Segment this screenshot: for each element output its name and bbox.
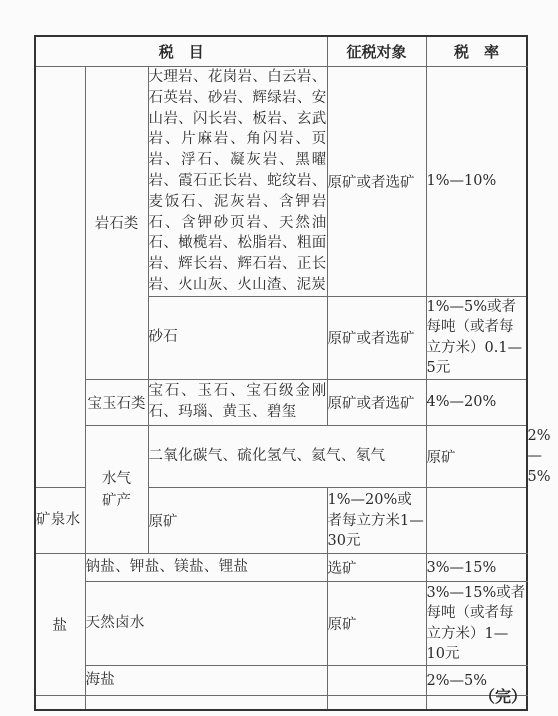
row-rate: 1%—20%或者每立方米1—30元 <box>327 488 426 554</box>
row-rate: 2%—5% <box>426 666 527 696</box>
category-salt: 盐 <box>35 554 85 696</box>
header-object: 征税对象 <box>327 36 426 67</box>
document-end-mark: （完） <box>479 687 528 706</box>
row-item: 钠盐、钾盐、镁盐、锂盐 <box>85 554 327 582</box>
table-row: 水气矿产 二氧化碳气、硫化氢气、氦气、氡气 原矿 2%—5% <box>35 425 527 488</box>
row-rate: 3%—15% <box>426 554 527 582</box>
row-item: 矿泉水 <box>35 488 148 554</box>
row-object: 原矿 <box>426 425 527 488</box>
blank-cell <box>35 696 85 710</box>
tax-table <box>34 35 551 711</box>
row-rate: 4%—20% <box>426 379 527 425</box>
header-rate: 税 率 <box>426 36 527 67</box>
category-gem: 宝玉石类 <box>85 379 148 425</box>
table-header-row <box>35 36 527 67</box>
row-object: 选矿 <box>327 554 426 582</box>
table-row <box>35 379 527 425</box>
category-rock: 岩石类 <box>85 67 148 380</box>
table-row <box>35 666 527 696</box>
blank-cell <box>327 696 426 710</box>
row-rate: 3%—15%或者每吨（或者每立方米）1—10元 <box>426 582 527 666</box>
blank-cell <box>85 696 327 710</box>
row-item: 砂石 <box>148 296 327 379</box>
table-row <box>35 67 527 297</box>
row-item: 大理岩、花岗岩、白云岩、石英岩、砂岩、辉绿岩、安山岩、闪长岩、板岩、玄武岩、片麻岩、角闪岩、页岩、浮石、凝灰岩、黑曜岩、霞石正长岩、蛇纹岩、麦饭石、泥灰岩、含钾岩石、含钾砂页岩、天然油石、橄榄岩、松脂岩、粗面岩、辉长岩、辉石岩、正长岩、火山灰、火山渣、泥炭 <box>148 67 327 297</box>
row-rate: 1%—5%或者每吨（或者每立方米）0.1—5元 <box>426 296 527 379</box>
row-item: 天然卤水 <box>85 582 327 666</box>
row-object: 原矿 <box>148 488 327 554</box>
category-blank-cell <box>35 67 85 488</box>
category-water-gas-label: 水气矿产 <box>102 470 131 509</box>
row-item: 宝石、玉石、宝石级金刚石、玛瑙、黄玉、碧玺 <box>148 379 327 425</box>
header-item: 税 目 <box>35 36 327 67</box>
row-object: 原矿或者选矿 <box>327 296 426 379</box>
row-object: 原矿或者选矿 <box>327 379 426 425</box>
table-row <box>35 582 527 666</box>
row-rate: 1%—10% <box>426 67 527 297</box>
row-object: 原矿 <box>327 582 426 666</box>
row-object: 原矿或者选矿 <box>327 67 426 297</box>
table-row <box>35 554 527 582</box>
row-item: 海盐 <box>85 666 327 696</box>
row-object <box>327 666 426 696</box>
row-item: 二氧化碳气、硫化氢气、氦气、氡气 <box>148 425 426 488</box>
table-blank-row <box>35 696 527 710</box>
